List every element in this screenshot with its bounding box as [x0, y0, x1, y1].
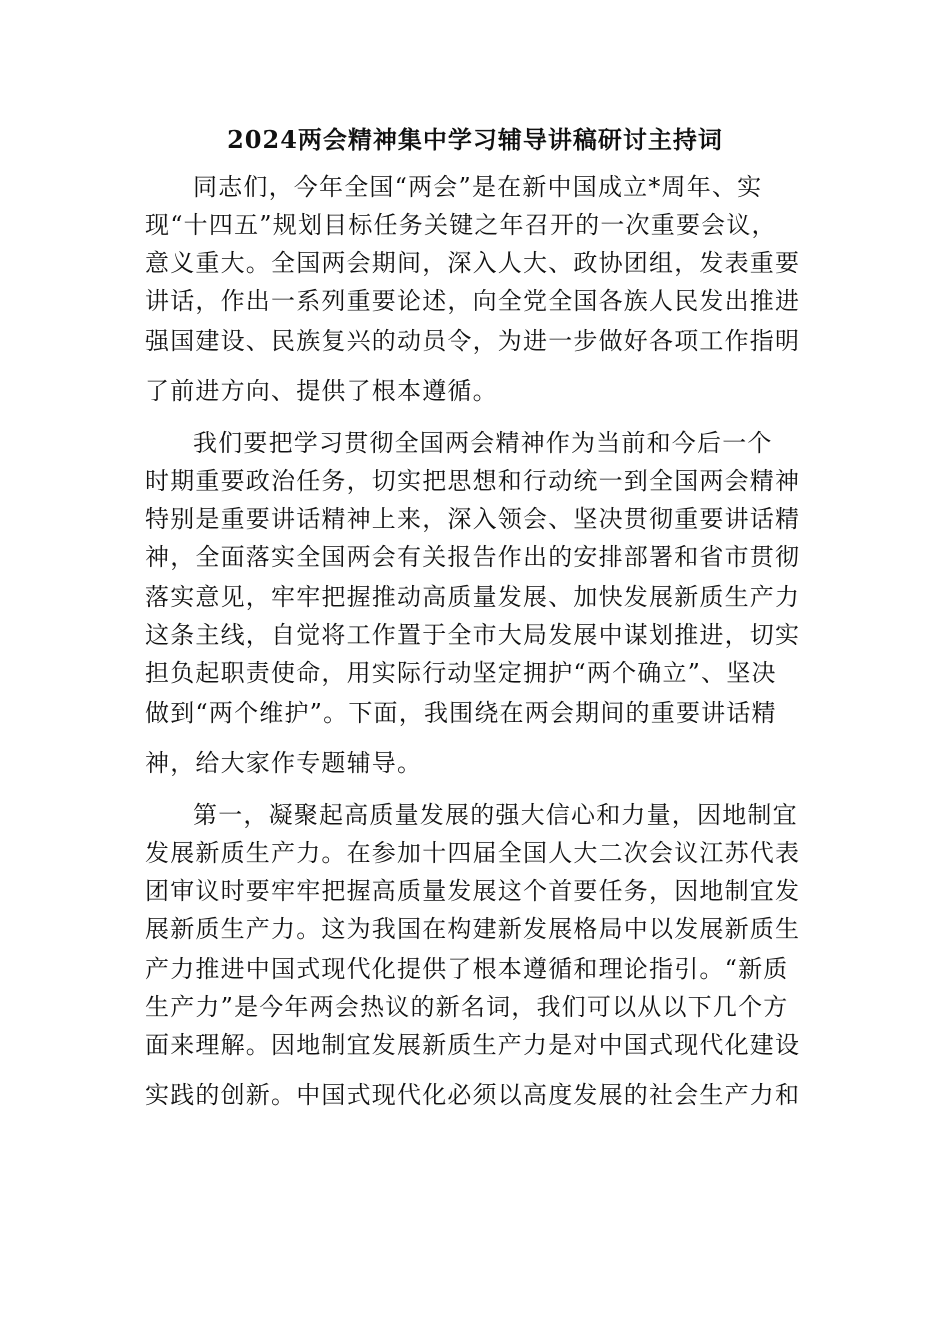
paragraph-1-line-1: 同志们，今年全国“两会”是在新中国成立*周年、实 [193, 173, 763, 201]
paragraph-2-line-9: 神，给大家作专题辅导。 [145, 749, 423, 777]
paragraph-2-line-3: 特别是重要讲话精神上来，深入领会、坚决贯彻重要讲话精 [145, 505, 801, 533]
paragraph-3-line-1: 第一，凝聚起高质量发展的强大信心和力量，因地制宜 [193, 801, 798, 829]
paragraph-3-line-3: 团审议时要牢牢把握高质量发展这个首要任务，因地制宜发 [145, 877, 801, 905]
paragraph-3-line-8: 实践的创新。中国式现代化必须以高度发展的社会生产力和 [145, 1081, 801, 1109]
paragraph-3-line-6: 生产力”是今年两会热议的新名词，我们可以从以下几个方 [145, 993, 789, 1021]
paragraph-2-line-7: 担负起职责使命，用实际行动坚定拥护“两个确立”、坚决 [145, 659, 777, 687]
paragraph-3-line-7: 面来理解。因地制宜发展新质生产力是对中国式现代化建设 [145, 1031, 801, 1059]
document-title: 2024两会精神集中学习辅导讲稿研讨主持词 [227, 125, 723, 154]
paragraph-2-line-6: 这条主线，自觉将工作置于全市大局发展中谋划推进，切实 [145, 621, 801, 649]
paragraph-1-line-2: 现“十四五”规划目标任务关键之年召开的一次重要会议， [145, 211, 777, 239]
paragraph-2-line-8: 做到“两个维护”。下面，我围绕在两会期间的重要讲话精 [145, 699, 777, 727]
paragraph-2-line-2: 时期重要政治任务，切实把思想和行动统一到全国两会精神 [145, 467, 801, 495]
paragraph-1-line-5: 强国建设、民族复兴的动员令，为进一步做好各项工作指明 [145, 327, 801, 355]
paragraph-2-line-5: 落实意见，牢牢把握推动高质量发展、加快发展新质生产力 [145, 583, 801, 611]
paragraph-2-line-4: 神，全面落实全国两会有关报告作出的安排部署和省市贯彻 [145, 543, 801, 571]
paragraph-1-line-3: 意义重大。全国两会期间，深入人大、政协团组，发表重要 [145, 249, 801, 277]
paragraph-1-line-4: 讲话，作出一系列重要论述，向全党全国各族人民发出推进 [145, 287, 801, 315]
paragraph-3-line-5: 产力推进中国式现代化提供了根本遵循和理论指引。“新质 [145, 955, 789, 983]
paragraph-2-line-1: 我们要把学习贯彻全国两会精神作为当前和今后一个 [193, 429, 773, 457]
paragraph-3-line-4: 展新质生产力。这为我国在构建新发展格局中以发展新质生 [145, 915, 801, 943]
paragraph-3-line-2: 发展新质生产力。在参加十四届全国人大二次会议江苏代表 [145, 839, 801, 867]
paragraph-1-line-6: 了前进方向、提供了根本遵循。 [145, 377, 498, 405]
